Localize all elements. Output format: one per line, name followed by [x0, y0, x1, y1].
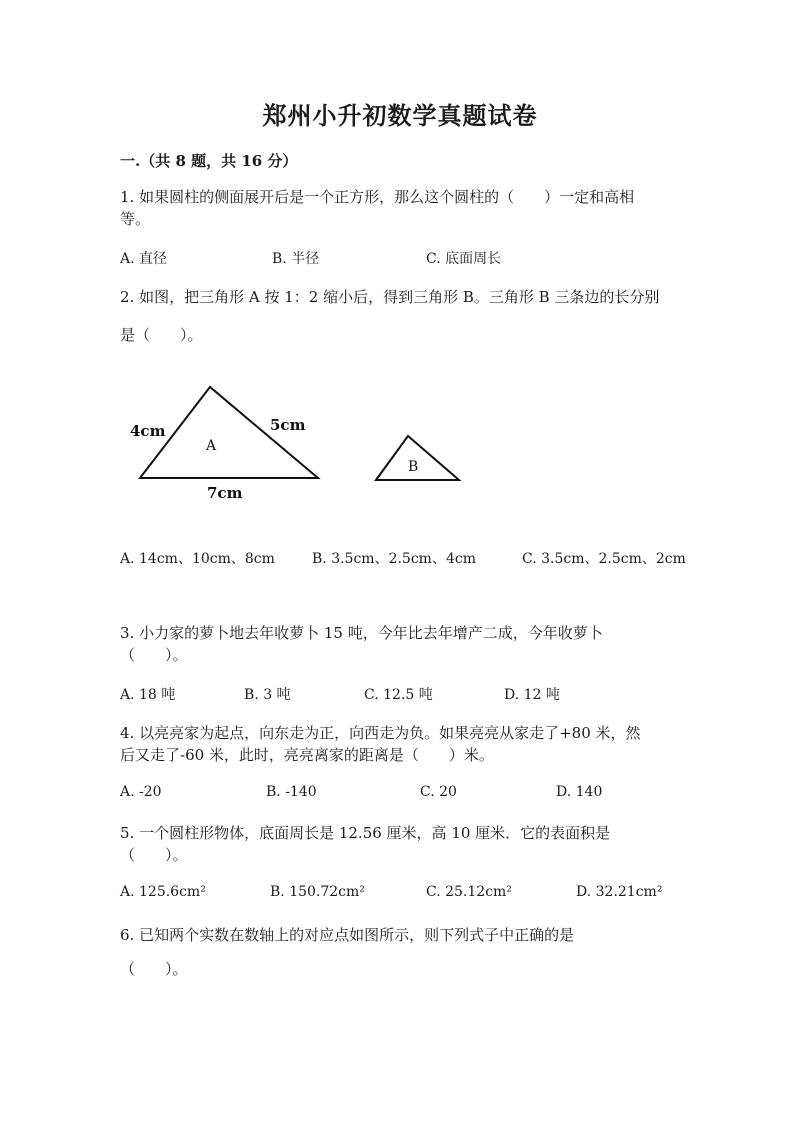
question-2-option-b: B. 3.5cm、2.5cm、4cm — [312, 551, 476, 567]
question-3-option-c: C. 12.5 吨 — [364, 687, 433, 703]
question-3-option-d: D. 12 吨 — [504, 687, 560, 703]
question-4-option-b: B. -140 — [266, 784, 317, 800]
page-title: 郑州小升初数学真题试卷 — [262, 101, 538, 130]
question-6-line-2: （ ）。 — [120, 960, 188, 978]
question-4-option-c: C. 20 — [420, 784, 457, 800]
triangle-a-right-side-label: 5cm — [270, 416, 306, 434]
triangle-b-name: B — [408, 459, 419, 475]
section-heading: 一.（共 8 题，共 16 分） — [120, 152, 298, 170]
question-5-line-1: 5. 一个圆柱形物体，底面周长是 12.56 厘米，高 10 厘米．它的表面积是 — [120, 824, 611, 842]
triangle-a-left-side-label: 4cm — [130, 422, 166, 440]
question-4-option-d: D. 140 — [556, 784, 603, 800]
question-3-option-a: A. 18 吨 — [120, 687, 176, 703]
question-2-line-1: 2. 如图，把三角形 A 按 1：2 缩小后，得到三角形 B。三角形 B 三条边的长分别 — [120, 288, 660, 306]
question-3-line-2: （ ）。 — [120, 646, 188, 664]
question-2-line-2: 是（ ）。 — [120, 326, 203, 344]
question-5-option-c: C. 25.12cm² — [426, 884, 512, 900]
question-1-option-c: C. 底面周长 — [426, 251, 502, 267]
question-3-line-1: 3. 小力家的萝卜地去年收萝卜 15 吨，今年比去年增产二成，今年收萝卜 — [120, 624, 603, 642]
question-5-option-b: B. 150.72cm² — [270, 884, 365, 900]
question-1-line-1: 1. 如果圆柱的侧面展开后是一个正方形，那么这个圆柱的（ ）一定和高相 — [120, 188, 635, 206]
question-1-option-b: B. 半径 — [272, 251, 320, 267]
triangle-a-name: A — [206, 438, 217, 454]
question-2-option-a: A. 14cm、10cm、8cm — [120, 551, 275, 567]
question-5-option-d: D. 32.21cm² — [576, 884, 663, 900]
question-4-line-1: 4. 以亮亮家为起点，向东走为正，向西走为负。如果亮亮从家走了+80 米，然 — [120, 724, 641, 742]
question-2-option-c: C. 3.5cm、2.5cm、2cm — [522, 551, 686, 567]
question-4-option-a: A. -20 — [120, 784, 162, 800]
question-1-line-2: 等。 — [120, 210, 151, 228]
question-5-option-a: A. 125.6cm² — [120, 884, 206, 900]
question-3-option-b: B. 3 吨 — [244, 687, 291, 703]
triangle-a-base-label: 7cm — [207, 484, 243, 502]
question-6-line-1: 6. 已知两个实数在数轴上的对应点如图所示，则下列式子中正确的是 — [120, 926, 575, 944]
question-1-option-a: A. 直径 — [120, 251, 168, 267]
question-5-line-2: （ ）。 — [120, 846, 188, 864]
question-4-line-2: 后又走了-60 米，此时，亮亮离家的距离是（ ）米。 — [120, 746, 494, 764]
